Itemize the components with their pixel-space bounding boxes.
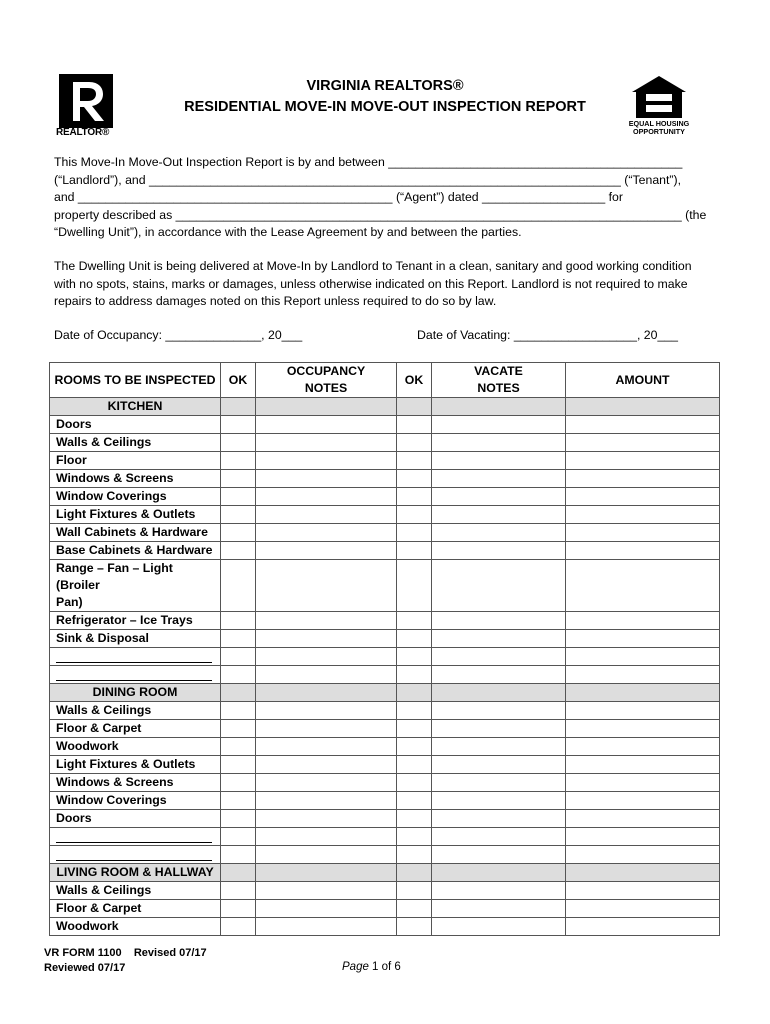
blank-underline: [56, 668, 212, 681]
header-occupancy-notes: [256, 363, 397, 398]
vacate-notes-cell[interactable]: [432, 756, 566, 774]
occupancy-notes-cell[interactable]: [256, 846, 397, 864]
amount-cell[interactable]: [566, 756, 720, 774]
inspection-table: [49, 362, 720, 936]
ok-occupancy-cell[interactable]: [221, 792, 256, 810]
amount-cell[interactable]: [566, 774, 720, 792]
header-vacate-notes: [432, 363, 566, 398]
ok-vacate-cell[interactable]: [397, 542, 432, 560]
occupancy-notes-cell[interactable]: [256, 470, 397, 488]
table-row: [50, 524, 720, 542]
ok-vacate-cell[interactable]: [397, 864, 432, 882]
realtor-logo-text: REALTOR®: [56, 127, 110, 138]
blank-underline: [56, 650, 212, 663]
vacate-notes-cell[interactable]: [432, 416, 566, 434]
amount-cell[interactable]: [566, 398, 720, 416]
table-row-blank: [50, 666, 720, 684]
table-row: [50, 792, 720, 810]
ok-occupancy-cell[interactable]: [221, 684, 256, 702]
vacate-notes-cell[interactable]: [432, 524, 566, 542]
blank-room-field[interactable]: [50, 828, 221, 846]
table-row: [50, 452, 720, 470]
occupancy-notes-cell[interactable]: [256, 828, 397, 846]
amount-cell[interactable]: [566, 416, 720, 434]
ok-occupancy-cell[interactable]: [221, 666, 256, 684]
amount-cell[interactable]: [566, 738, 720, 756]
blank-underline: [56, 830, 212, 843]
occupancy-notes-cell[interactable]: [256, 612, 397, 630]
ok-vacate-cell[interactable]: [397, 792, 432, 810]
amount-cell[interactable]: [566, 560, 720, 612]
ok-vacate-cell[interactable]: [397, 470, 432, 488]
header-ok-occupancy: OK: [221, 363, 256, 398]
vacate-notes-cell[interactable]: [432, 560, 566, 612]
page-word: Page: [342, 961, 369, 973]
amount-cell[interactable]: [566, 506, 720, 524]
vacate-notes-cell[interactable]: [432, 630, 566, 648]
occupancy-notes-cell[interactable]: [256, 702, 397, 720]
occupancy-notes-cell[interactable]: [256, 488, 397, 506]
form-title-line2: RESIDENTIAL MOVE-IN MOVE-OUT INSPECTION REPORT: [184, 99, 586, 115]
ok-vacate-cell[interactable]: [397, 918, 432, 936]
table-row: [50, 612, 720, 630]
amount-cell[interactable]: [566, 792, 720, 810]
table-row: [50, 542, 720, 560]
occupancy-notes-cell[interactable]: [256, 918, 397, 936]
ok-occupancy-cell[interactable]: [221, 398, 256, 416]
amount-cell[interactable]: [566, 810, 720, 828]
table-row: [50, 756, 720, 774]
vacate-notes-cell[interactable]: [432, 846, 566, 864]
ok-occupancy-cell[interactable]: [221, 560, 256, 612]
ok-vacate-cell[interactable]: [397, 506, 432, 524]
occupancy-notes-cell[interactable]: [256, 452, 397, 470]
section-label: KITCHEN: [50, 398, 221, 416]
condition-paragraph: [54, 258, 734, 311]
footer-reviewed: Reviewed 07/17: [44, 962, 126, 974]
amount-cell[interactable]: [566, 434, 720, 452]
table-row-blank: [50, 648, 720, 666]
date-of-vacating: Date of Vacating: __________________, 20___: [417, 328, 678, 342]
ok-occupancy-cell[interactable]: [221, 488, 256, 506]
intro-line1: This Move-In Move-Out Inspection Report is by and between ___________________________________________: [54, 155, 683, 169]
table-row: [50, 810, 720, 828]
table-row: [50, 720, 720, 738]
vacate-notes-cell[interactable]: [432, 434, 566, 452]
vacate-notes-cell[interactable]: [432, 738, 566, 756]
equal-housing-text: [624, 120, 694, 136]
ok-occupancy-cell[interactable]: [221, 470, 256, 488]
room-item: Floor & Carpet: [50, 720, 221, 738]
ok-occupancy-cell[interactable]: [221, 918, 256, 936]
occupancy-notes-cell[interactable]: [256, 416, 397, 434]
amount-cell[interactable]: [566, 452, 720, 470]
ok-occupancy-cell[interactable]: [221, 612, 256, 630]
table-row: [50, 488, 720, 506]
vacate-notes-cell[interactable]: [432, 648, 566, 666]
room-item-range-l2: Pan): [56, 595, 83, 609]
ok-occupancy-cell[interactable]: [221, 846, 256, 864]
section-row-kitchen: [50, 398, 720, 416]
occupancy-notes-cell[interactable]: [256, 684, 397, 702]
room-item: Refrigerator – Ice Trays: [50, 612, 221, 630]
vacate-notes-cell[interactable]: [432, 684, 566, 702]
table-row: [50, 918, 720, 936]
vacate-notes-cell[interactable]: [432, 452, 566, 470]
ok-occupancy-cell[interactable]: [221, 864, 256, 882]
table-header-row: [50, 363, 720, 398]
ok-vacate-cell[interactable]: [397, 774, 432, 792]
intro-line4: property described as __________________________________________________________________________ (the: [54, 207, 707, 222]
header-ok-vacate: OK: [397, 363, 432, 398]
amount-cell[interactable]: [566, 542, 720, 560]
condition-line2: with no spots, stains, marks or damages, unless otherwise indicated on this Report. Landlord is not required to make: [54, 276, 688, 291]
room-item: Light Fixtures & Outlets: [50, 756, 221, 774]
occupancy-notes-cell[interactable]: [256, 630, 397, 648]
condition-line3: repairs to address damages noted on this Report unless required to do so by law.: [54, 294, 497, 308]
room-item: Woodwork: [50, 738, 221, 756]
occupancy-notes-cell[interactable]: [256, 882, 397, 900]
vacate-notes-cell[interactable]: [432, 900, 566, 918]
occupancy-notes-cell[interactable]: [256, 648, 397, 666]
room-item: Windows & Screens: [50, 774, 221, 792]
ok-vacate-cell[interactable]: [397, 630, 432, 648]
date-of-occupancy: Date of Occupancy: ______________, 20___: [54, 328, 303, 342]
room-item: Window Coverings: [50, 488, 221, 506]
section-row-dining: [50, 684, 720, 702]
room-item-range: [50, 560, 221, 612]
ok-occupancy-cell[interactable]: [221, 756, 256, 774]
ok-occupancy-cell[interactable]: [221, 434, 256, 452]
amount-cell[interactable]: [566, 612, 720, 630]
ok-occupancy-cell[interactable]: [221, 648, 256, 666]
occupancy-notes-cell[interactable]: [256, 756, 397, 774]
room-item: Windows & Screens: [50, 470, 221, 488]
table-row: [50, 416, 720, 434]
vacate-notes-cell[interactable]: [432, 702, 566, 720]
section-row-living: [50, 864, 720, 882]
occupancy-notes-cell[interactable]: [256, 434, 397, 452]
vacate-notes-cell[interactable]: [432, 828, 566, 846]
ok-vacate-cell[interactable]: [397, 398, 432, 416]
section-label: DINING ROOM: [50, 684, 221, 702]
vacate-notes-cell[interactable]: [432, 882, 566, 900]
table-row: [50, 506, 720, 524]
ok-occupancy-cell[interactable]: [221, 774, 256, 792]
ok-vacate-cell[interactable]: [397, 900, 432, 918]
vacate-notes-cell[interactable]: [432, 542, 566, 560]
ok-occupancy-cell[interactable]: [221, 702, 256, 720]
blank-room-field[interactable]: [50, 648, 221, 666]
page-number: [342, 961, 401, 973]
ok-vacate-cell[interactable]: [397, 434, 432, 452]
room-item: Doors: [50, 810, 221, 828]
ok-vacate-cell[interactable]: [397, 828, 432, 846]
ok-vacate-cell[interactable]: [397, 684, 432, 702]
ok-vacate-cell[interactable]: [397, 524, 432, 542]
amount-cell[interactable]: [566, 864, 720, 882]
ok-vacate-cell[interactable]: [397, 882, 432, 900]
amount-cell[interactable]: [566, 882, 720, 900]
occupancy-notes-cell[interactable]: [256, 810, 397, 828]
vacate-notes-cell[interactable]: [432, 918, 566, 936]
header-vacate-l1: VACATE: [474, 364, 523, 378]
section-label: LIVING ROOM & HALLWAY: [50, 864, 221, 882]
vacate-notes-cell[interactable]: [432, 774, 566, 792]
room-item: Doors: [50, 416, 221, 434]
blank-room-field[interactable]: [50, 846, 221, 864]
amount-cell[interactable]: [566, 666, 720, 684]
ok-vacate-cell[interactable]: [397, 702, 432, 720]
occupancy-notes-cell[interactable]: [256, 738, 397, 756]
ok-vacate-cell[interactable]: [397, 720, 432, 738]
table-row: [50, 774, 720, 792]
table-row: [50, 738, 720, 756]
intro-paragraph: [54, 154, 724, 242]
amount-cell[interactable]: [566, 702, 720, 720]
room-item: Walls & Ceilings: [50, 434, 221, 452]
table-row: [50, 470, 720, 488]
occupancy-notes-cell[interactable]: [256, 900, 397, 918]
blank-room-field[interactable]: [50, 666, 221, 684]
ok-vacate-cell[interactable]: [397, 666, 432, 684]
room-item: Window Coverings: [50, 792, 221, 810]
table-row-blank: [50, 846, 720, 864]
intro-line5: “Dwelling Unit”), in accordance with the Lease Agreement by and between the parties.: [54, 225, 522, 239]
ok-occupancy-cell[interactable]: [221, 900, 256, 918]
occupancy-notes-cell[interactable]: [256, 666, 397, 684]
footer-form-number: VR FORM 1100 Revised 07/17: [44, 947, 207, 959]
footer-form-info: [44, 946, 207, 976]
ok-occupancy-cell[interactable]: [221, 828, 256, 846]
vacate-notes-cell[interactable]: [432, 864, 566, 882]
occupancy-notes-cell[interactable]: [256, 720, 397, 738]
blank-underline: [56, 848, 212, 861]
vacate-notes-cell[interactable]: [432, 666, 566, 684]
ok-vacate-cell[interactable]: [397, 756, 432, 774]
room-item: Walls & Ceilings: [50, 702, 221, 720]
occupancy-notes-cell[interactable]: [256, 398, 397, 416]
ok-vacate-cell[interactable]: [397, 612, 432, 630]
amount-cell[interactable]: [566, 900, 720, 918]
ok-occupancy-cell[interactable]: [221, 506, 256, 524]
amount-cell[interactable]: [566, 488, 720, 506]
vacate-notes-cell[interactable]: [432, 488, 566, 506]
ok-occupancy-cell[interactable]: [221, 882, 256, 900]
ok-vacate-cell[interactable]: [397, 810, 432, 828]
occupancy-notes-cell[interactable]: [256, 864, 397, 882]
page-count: 1 of 6: [368, 961, 401, 973]
eho-text-line1: EQUAL HOUSING: [628, 119, 690, 128]
vacate-notes-cell[interactable]: [432, 720, 566, 738]
amount-cell[interactable]: [566, 648, 720, 666]
ok-occupancy-cell[interactable]: [221, 416, 256, 434]
amount-cell[interactable]: [566, 470, 720, 488]
amount-cell[interactable]: [566, 828, 720, 846]
ok-occupancy-cell[interactable]: [221, 452, 256, 470]
occupancy-notes-cell[interactable]: [256, 524, 397, 542]
ok-vacate-cell[interactable]: [397, 560, 432, 612]
header-amount: AMOUNT: [566, 363, 720, 398]
header-rooms: ROOMS TO BE INSPECTED: [50, 363, 221, 398]
amount-cell[interactable]: [566, 524, 720, 542]
table-row: [50, 900, 720, 918]
vacate-notes-cell[interactable]: [432, 612, 566, 630]
room-item: Light Fixtures & Outlets: [50, 506, 221, 524]
header-vacate-l2: NOTES: [477, 381, 520, 395]
ok-vacate-cell[interactable]: [397, 416, 432, 434]
occupancy-notes-cell[interactable]: [256, 542, 397, 560]
table-row-blank: [50, 828, 720, 846]
table-row: [50, 434, 720, 452]
ok-vacate-cell[interactable]: [397, 648, 432, 666]
header-occupancy-l2: NOTES: [304, 381, 348, 395]
form-title-line1: VIRGINIA REALTORS®: [306, 78, 464, 94]
ok-vacate-cell[interactable]: [397, 488, 432, 506]
ok-vacate-cell[interactable]: [397, 738, 432, 756]
ok-vacate-cell[interactable]: [397, 846, 432, 864]
room-item-range-l1: Range – Fan – Light (Broiler: [56, 561, 173, 592]
ok-occupancy-cell[interactable]: [221, 630, 256, 648]
occupancy-notes-cell[interactable]: [256, 774, 397, 792]
ok-occupancy-cell[interactable]: [221, 720, 256, 738]
table-row: [50, 882, 720, 900]
ok-occupancy-cell[interactable]: [221, 738, 256, 756]
amount-cell[interactable]: [566, 918, 720, 936]
vacate-notes-cell[interactable]: [432, 792, 566, 810]
room-item: Sink & Disposal: [50, 630, 221, 648]
vacate-notes-cell[interactable]: [432, 506, 566, 524]
eho-text-line2: OPPORTUNITY: [633, 127, 685, 136]
intro-line2: (“Landlord”), and _____________________________________________________________________ (“Tenant”),: [54, 172, 682, 187]
vacate-notes-cell[interactable]: [432, 398, 566, 416]
table-row: [50, 560, 720, 612]
room-item: Wall Cabinets & Hardware: [50, 524, 221, 542]
room-item: Woodwork: [50, 918, 221, 936]
amount-cell[interactable]: [566, 846, 720, 864]
amount-cell[interactable]: [566, 720, 720, 738]
ok-vacate-cell[interactable]: [397, 452, 432, 470]
ok-occupancy-cell[interactable]: [221, 542, 256, 560]
room-item: Walls & Ceilings: [50, 882, 221, 900]
room-item: Floor: [50, 452, 221, 470]
amount-cell[interactable]: [566, 630, 720, 648]
condition-line1: The Dwelling Unit is being delivered at Move-In by Landlord to Tenant in a clean, sanitary and good working condition: [54, 259, 692, 273]
vacate-notes-cell[interactable]: [432, 810, 566, 828]
occupancy-notes-cell[interactable]: [256, 506, 397, 524]
vacate-notes-cell[interactable]: [432, 470, 566, 488]
header-occupancy-l1: OCCUPANCY: [286, 364, 366, 378]
ok-occupancy-cell[interactable]: [221, 810, 256, 828]
intro-line3: and ______________________________________________ (“Agent”) dated __________________ for: [54, 190, 623, 204]
room-item: Base Cabinets & Hardware: [50, 542, 221, 560]
occupancy-notes-cell[interactable]: [256, 560, 397, 612]
amount-cell[interactable]: [566, 684, 720, 702]
table-row: [50, 630, 720, 648]
room-item: Floor & Carpet: [50, 900, 221, 918]
ok-occupancy-cell[interactable]: [221, 524, 256, 542]
occupancy-notes-cell[interactable]: [256, 792, 397, 810]
table-row: [50, 702, 720, 720]
